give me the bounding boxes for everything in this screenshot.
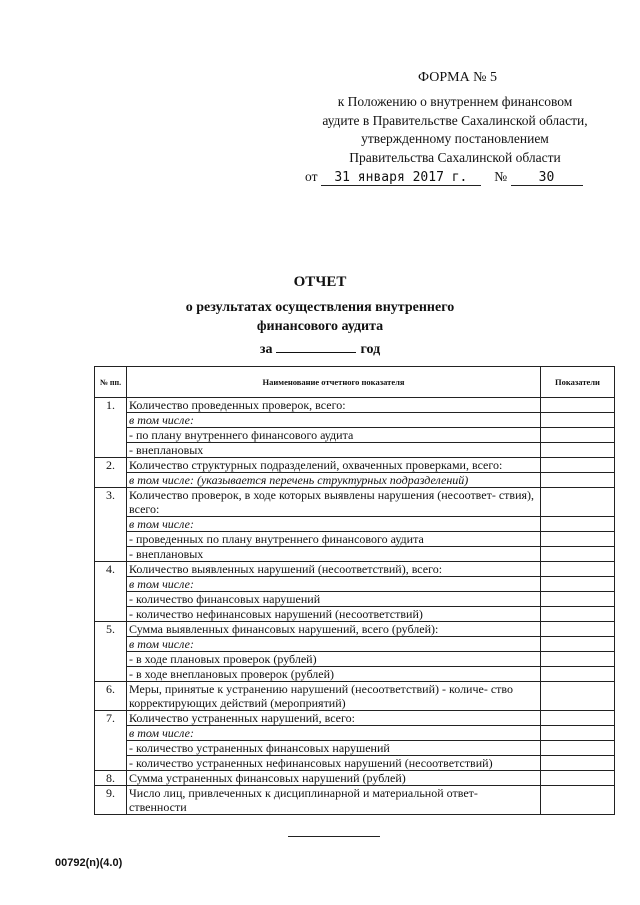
row-number: 5.	[95, 622, 127, 682]
approval-header	[300, 93, 610, 167]
row-subheading: в том числе:	[127, 637, 540, 652]
approval-line: аудите в Правительстве Сахалинской области,	[322, 112, 588, 128]
value-slot[interactable]	[541, 532, 614, 547]
value-slot[interactable]	[541, 577, 614, 592]
value-slot[interactable]	[541, 428, 614, 443]
number-prefix: №	[494, 169, 508, 184]
approval-line: Правительства Сахалинской области	[349, 149, 561, 165]
report-title: ОТЧЕТ	[293, 274, 347, 290]
document-code: 00792(n)(4.0)	[55, 857, 123, 869]
value-slot[interactable]	[541, 622, 614, 637]
row-line: Сумма устраненных финансовых нарушений (рублей)	[129, 771, 406, 785]
table-row	[95, 682, 615, 711]
row-line: - проведенных по плану внутреннего финансового аудита	[127, 532, 540, 547]
value-slot[interactable]	[541, 398, 614, 413]
value-slot[interactable]	[541, 592, 614, 607]
year-blank	[276, 352, 356, 353]
row-line: - по плану внутреннего финансового аудита	[127, 428, 540, 443]
row-indicator	[127, 771, 541, 786]
row-indicator	[127, 711, 541, 771]
row-number: 9.	[95, 786, 127, 815]
value-slot[interactable]	[541, 786, 614, 814]
row-number: 3.	[95, 488, 127, 562]
row-line: - количество финансовых нарушений	[127, 592, 540, 607]
report-year	[0, 342, 640, 358]
value-slot[interactable]	[541, 547, 614, 561]
table-row	[95, 622, 615, 682]
row-number: 1.	[95, 398, 127, 458]
value-slot[interactable]	[541, 458, 614, 473]
col-value-header: Показатели	[541, 367, 615, 398]
row-indicator	[127, 622, 541, 682]
row-value-cell[interactable]	[541, 682, 615, 711]
value-slot[interactable]	[541, 607, 614, 621]
value-slot[interactable]	[541, 711, 614, 726]
value-slot[interactable]	[541, 667, 614, 681]
row-line: Количество проведенных проверок, всего:	[127, 398, 540, 413]
approval-line: утвержденному постановлением	[361, 131, 549, 146]
decree-date: 31 января 2017 г.	[321, 170, 481, 186]
decree-number: 30	[511, 170, 583, 186]
year-suffix: год	[360, 342, 381, 357]
row-value-cell[interactable]	[541, 398, 615, 458]
value-slot[interactable]	[541, 488, 614, 517]
subtitle-line: финансового аудита	[256, 319, 384, 334]
value-slot[interactable]	[541, 652, 614, 667]
value-slot[interactable]	[541, 473, 614, 487]
value-slot[interactable]	[541, 637, 614, 652]
row-subheading: в том числе: (указывается перечень структурных подразделений)	[129, 473, 469, 487]
table-row	[95, 771, 615, 786]
value-slot[interactable]	[541, 771, 614, 785]
row-value-cell[interactable]	[541, 786, 615, 815]
row-subheading: в том числе:	[127, 726, 540, 741]
row-line: Количество выявленных нарушений (несоответствий), всего:	[127, 562, 540, 577]
row-line: - в ходе плановых проверок (рублей)	[127, 652, 540, 667]
value-slot[interactable]	[541, 741, 614, 756]
row-number: 2.	[95, 458, 127, 488]
value-slot[interactable]	[541, 756, 614, 770]
table-row	[95, 488, 615, 562]
value-slot[interactable]	[541, 562, 614, 577]
footer-rule	[288, 836, 380, 837]
value-slot[interactable]	[541, 726, 614, 741]
row-line: - внеплановых	[129, 443, 204, 457]
row-line: - количество устраненных нефинансовых нарушений (несоответствий)	[129, 756, 493, 770]
row-number: 6.	[95, 682, 127, 711]
table-row	[95, 562, 615, 622]
form-number: ФОРМА № 5	[418, 70, 498, 85]
row-indicator	[127, 682, 541, 711]
table-row	[95, 786, 615, 815]
row-line: Количество устраненных нарушений, всего:	[127, 711, 540, 726]
table-row	[95, 398, 615, 458]
row-line: - количество устраненных финансовых нарушений	[127, 741, 540, 756]
table-row	[95, 711, 615, 771]
row-value-cell[interactable]	[541, 562, 615, 622]
decree-date-line	[305, 169, 583, 186]
row-value-cell[interactable]	[541, 771, 615, 786]
subtitle-line: о результатах осуществления внутреннего	[185, 300, 455, 315]
row-line: Меры, принятые к устранению нарушений (несоответствий) - количе- ство корректирующих действий (мероприятий)	[129, 682, 513, 710]
row-line: - внеплановых	[129, 547, 204, 561]
row-subheading: в том числе:	[127, 517, 540, 532]
report-subtitle	[150, 298, 490, 336]
row-value-cell[interactable]	[541, 488, 615, 562]
date-prefix: от	[305, 169, 318, 184]
row-line: - количество нефинансовых нарушений (несоответствий)	[129, 607, 423, 621]
row-indicator	[127, 458, 541, 488]
table-row	[95, 458, 615, 488]
row-subheading: в том числе:	[127, 413, 540, 428]
row-line: Количество структурных подразделений, охваченных проверками, всего:	[127, 458, 540, 473]
row-number: 7.	[95, 711, 127, 771]
indicators-table	[94, 366, 615, 815]
value-slot[interactable]	[541, 413, 614, 428]
row-indicator	[127, 786, 541, 815]
value-slot[interactable]	[541, 517, 614, 532]
value-slot[interactable]	[541, 443, 614, 457]
row-subheading: в том числе:	[127, 577, 540, 592]
year-prefix: за	[259, 342, 273, 357]
table-header-row	[95, 367, 615, 398]
row-value-cell[interactable]	[541, 622, 615, 682]
row-indicator	[127, 398, 541, 458]
col-num-header: № пп.	[95, 367, 127, 398]
row-value-cell[interactable]	[541, 711, 615, 771]
row-value-cell[interactable]	[541, 458, 615, 488]
row-number: 8.	[95, 771, 127, 786]
value-slot[interactable]	[541, 682, 614, 710]
row-line: Сумма выявленных финансовых нарушений, всего (рублей):	[127, 622, 540, 637]
col-name-header: Наименование отчетного показателя	[127, 367, 541, 398]
row-indicator	[127, 488, 541, 562]
row-line: Число лиц, привлеченных к дисциплинарной и материальной ответ- ственности	[129, 786, 478, 814]
row-line: Количество проверок, в ходе которых выявлены нарушения (несоответ- ствия), всего:	[127, 488, 540, 517]
row-line: - в ходе внеплановых проверок (рублей)	[129, 667, 334, 681]
row-number: 4.	[95, 562, 127, 622]
row-indicator	[127, 562, 541, 622]
approval-line: к Положению о внутреннем финансовом	[337, 94, 573, 109]
